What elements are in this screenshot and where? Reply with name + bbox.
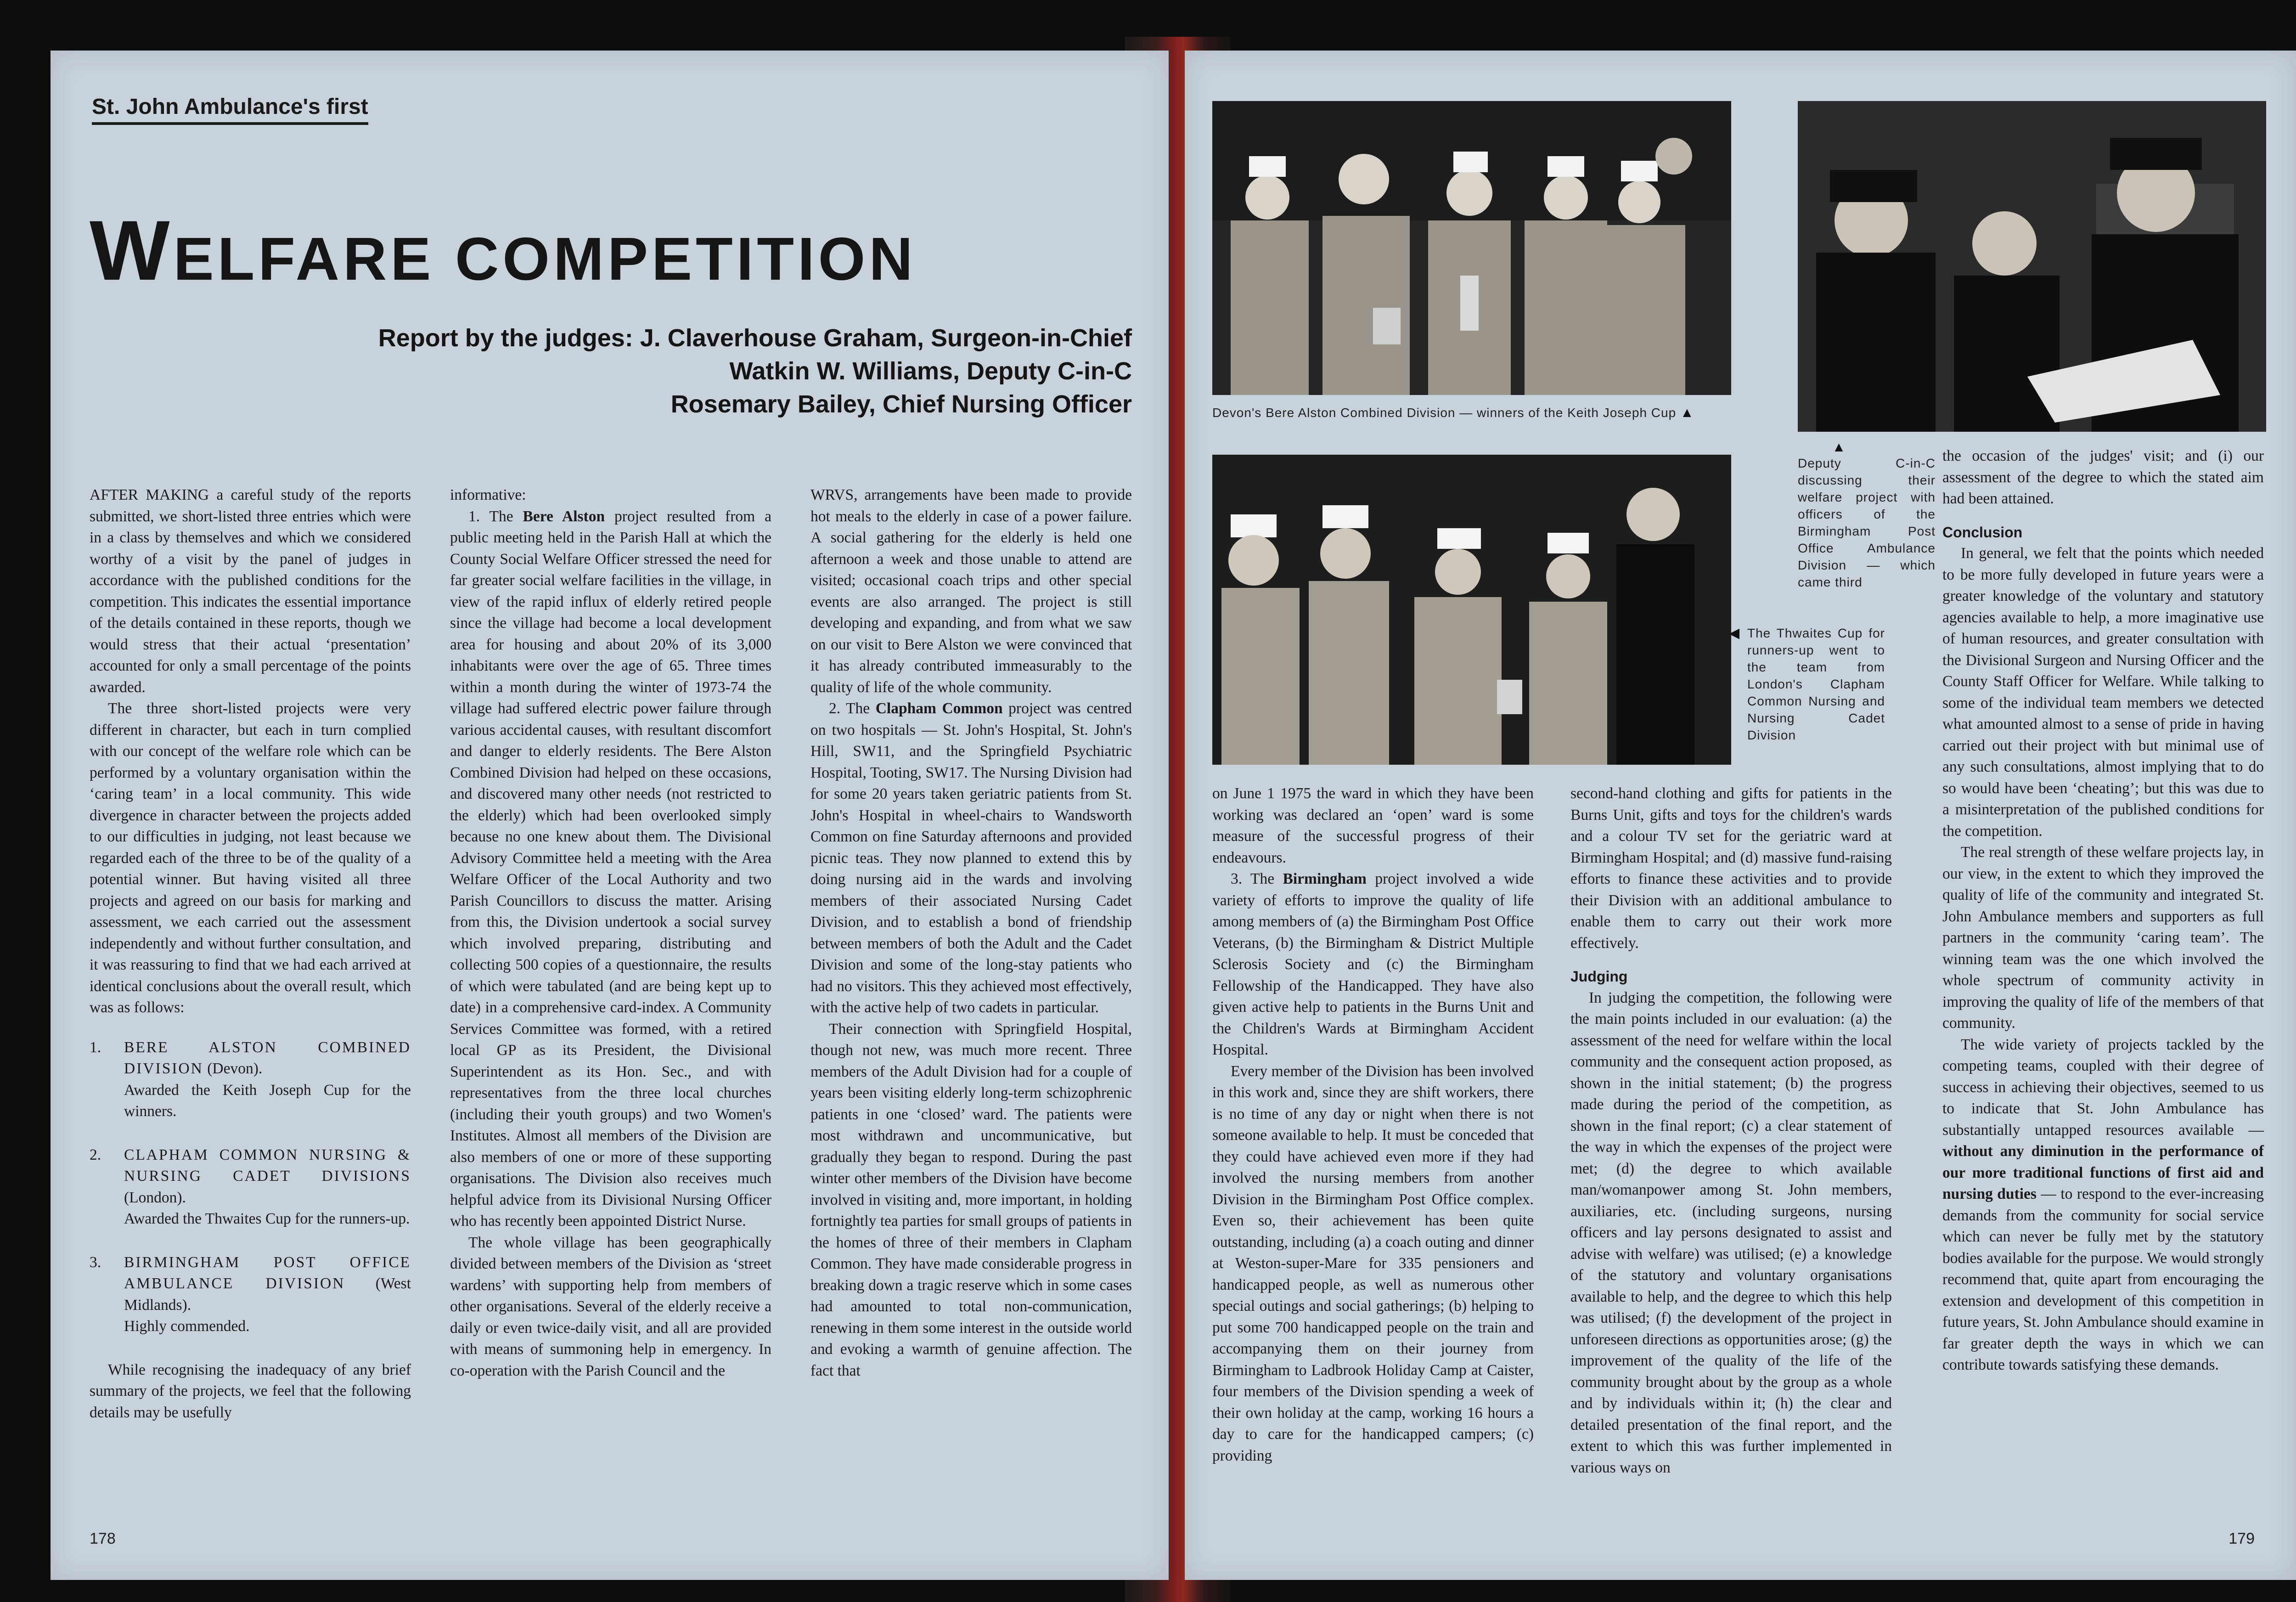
- paragraph: In general, we felt that the points which needed to be more fully developed in future years were a greater knowledge of the voluntary and statutory agencies available to help, a more imaginative use of human resources, and greater consultation with the Divisional Surgeon and Nursing Officer and the County Staff Officer for Welfare. While talking to some of the individual team members we detected what amounted almost to a sense of pride in having carried out their project with but minimal use of any such consultations, almost implying that to do so would have been ‘cheating’; but this was due to a misinterpretation of the published conditions for the competition.: [1942, 545, 2264, 840]
- paragraph: 2. The Clapham Common project was centred on two hospitals — St. John's Hospital, St. John's Hill, SW11, and the Springfield Psychiatric Hospital, Tooting, SW17. The Nursing Division had for some 20 years taken geriatric patients from St. John's Hospital in wheel-chairs to Wandsworth Common on fine Saturday afternoons and provided picnic teas. They now planned to extend this by doing nursing aid in the wards and involving members of their associated Nursing Cadet Division, and to establish a bond of friendship between members of both the Adult and the Cadet Division and some of the long-stay patients who had no visitors. This they achieved most effectively, with the active help of two cadets in particular.: [810, 700, 1132, 1016]
- kicker: St. John Ambulance's first: [92, 94, 368, 125]
- paragraph: the occasion of the judges' visit; and (i) our assessment of the degree to which the stated aim had been attained.: [1942, 447, 2264, 507]
- results-list: [90, 1037, 411, 1337]
- column-3: [810, 485, 1132, 1382]
- page-number-right: 179: [2228, 1530, 2255, 1547]
- caption-photo-1: Devon's Bere Alston Combined Division — winners of the Keith Joseph Cup ▲: [1212, 405, 1694, 420]
- triangle-left-icon: ◀: [1729, 626, 1740, 641]
- column-1: [90, 485, 411, 1423]
- column-6: [1942, 446, 2264, 1376]
- page-number-left: 178: [90, 1530, 116, 1547]
- column-4: [1212, 783, 1534, 1467]
- paragraph: Their connection with Springfield Hospital, though not new, was much more recent. Three members of the Adult Division had for a couple of years been visiting elderly long-term schizophrenic patients in one ‘closed’ ward. The patients were most withdrawn and uncommunicative, but gradually they began to respond. During the past winter other members of the Division have become involved in visiting and, more important, in holding fortnightly tea parties for small groups of patients in the homes of three of their members in Clapham Common. They have made considerable progress in breaking down a tragic reserve which in some cases had amounted to total non-communication, renewing in them some interest in the outside world and evoking a warmth of genuine affection. The fact that: [810, 1020, 1132, 1379]
- paragraph: on June 1 1975 the ward in which they have been working was declared an ‘open’ ward is some measure of the successful progress of their endeavours.: [1212, 785, 1534, 866]
- paragraph: Every member of the Division has been involved in this work and, since they are shift workers, there is no time of any day or night when there is not someone available to help. It must be conceded that they could have achieved even more if they had involved the nursing members from another Division in the Birmingham Post Office complex. Even so, their achievement has been quite outstanding, including (a) a coach outing and dinner at Weston-super-Mare for 335 pensioners and handicapped people, as well as numerous other special outings and social gatherings; (b) helping to put some 700 handicapped people on the train and accompanying them on their journey from Birmingham to Ladbrook Holiday Camp at Caister, four members of the Division spending a week of their own holiday at the camp, working 16 hours a day to care for the handicapped campers; (c) providing: [1212, 1062, 1534, 1464]
- paragraph: The whole village has been geographically divided between members of the Division as ‘street wardens’ with supporting help from members of other organisations. Several of the elderly receive a daily or even twice-daily visit, and all are provided with means of summoning help in emergency. In co-operation with the Parish Council and the: [450, 1234, 771, 1379]
- left-page: [51, 51, 1169, 1580]
- photo-bere-alston-team: [1212, 101, 1731, 395]
- list-item: 1. BERE ALSTON COMBINED DIVISION (Devon). Awarded the Keith Joseph Cup for the winners.: [90, 1038, 411, 1120]
- byline-line-1: Report by the judges: J. Claverhouse Graham, Surgeon-in-Chief: [378, 324, 1132, 352]
- section-heading-judging: Judging: [1570, 968, 1628, 985]
- triangle-up-icon: ▲: [1680, 405, 1694, 420]
- column-2: [450, 485, 771, 1382]
- caption-photo-2: Deputy C-in-C discussing their welfare project with officers of the Birmingham Post Office Ambulance Division — which came third: [1798, 456, 1936, 589]
- headline: [90, 202, 917, 299]
- paragraph: informative:: [450, 486, 526, 503]
- headline-initial: W: [90, 203, 174, 298]
- paragraph: 1. The Bere Alston project resulted from a public meeting held in the Parish Hall at which the County Social Welfare Officer stressed the need for far greater social welfare facilities in the village, in view of the rapid influx of elderly retired people since the village had become a local development area for housing and about 20% of its 3,000 inhabitants were over the age of 65. Three times within a month during the winter of 1973-74 the village had suffered electric power failure through various accidental causes, with resultant discomfort and danger to elderly residents. The Bere Alston Combined Division had helped on these occasions, and discovered many other needs (not restricted to the elderly) which had been overlooked simply because no one knew about them. The Divisional Advisory Committee held a meeting with the Area Welfare Officer of the Local Authority and two Parish Councillors to discuss the matter. Arising from this, the Division undertook a social survey which involved preparing, distributing and collecting 500 copies of a questionnaire, the results of which were tabulated (and are being kept up to date) in a comprehensive card-index. A Community Services Committee was formed, with a retired local GP as its President, the Divisional Superintendent as its Hon. Sec., and with representatives from the three local churches (including their youth groups) and two Women's Institutes. Almost all members of the Division are also members of one or more of these supporting organisations. The Division also receives much helpful advice from its Divisional Nursing Officer who has recently been appointed District Nurse.: [450, 508, 772, 1230]
- byline: [378, 322, 1132, 421]
- photo-deputy-c-in-c: [1798, 101, 2266, 432]
- paragraph: second-hand clothing and gifts for patients in the Burns Unit, gifts and toys for the children's wards and a colour TV set for the geriatric ward at Birmingham Hospital; and (d) massive fund-raising efforts to finance these activities and to provide their Division with an additional ambulance to enable them to carry out their work more effectively.: [1570, 785, 1892, 952]
- headline-rest: ELFARE COMPETITION: [173, 225, 917, 293]
- caption-photo-3: ◀ The Thwaites Cup for runners-up went to the team from London's Clapham Common Nursing and Nursing Cadet Division: [1729, 626, 1885, 742]
- list-item: 2. CLAPHAM COMMON NURSING & NURSING CADET DIVISIONS (London). Awarded the Thwaites Cup for the runners-up.: [90, 1146, 411, 1227]
- caption-arrow-2: [1798, 439, 1880, 456]
- paragraph: The three short-listed projects were very different in character, but each in turn complied with our concept of the welfare role which can be performed by a voluntary organisation within the ‘caring team’ in a local community. This wide divergence in character between the projects added to our difficulties in judging, not least because we regarded each of the three to be of the quality of a potential winner. But having visited all three projects and agreed on our basis for marking and assessment, we each carried out the assessment independently and without further consultation, and it was reassuring to find that we had each arrived at identical conclusions about the overall result, which was as follows:: [90, 700, 411, 1016]
- photo-clapham-common-team: [1212, 455, 1731, 765]
- triangle-up-icon: ▲: [1832, 440, 1846, 455]
- byline-line-2: Watkin W. Williams, Deputy C-in-C: [729, 357, 1132, 385]
- paragraph: The wide variety of projects tackled by the competing teams, coupled with their degree of success in achieving their objectives, seemed to us to indicate that St. John Ambulance has substantially untapped resources available — without any diminution in the performance of our more traditional functions of first aid and nursing duties — to respond to the ever-increasing demands from the community for social service which can never be fully met by the statutory bodies available for the purpose. We would strongly recommend that, quite apart from encouraging the extension and development of this competition in future years, St. John Ambulance should examine in far greater depth the ways in which we can contribute towards satisfying these demands.: [1942, 1036, 2264, 1373]
- paragraph: 3. The Birmingham project involved a wide variety of efforts to improve the quality of life among members of (a) the Birmingham Post Office Veterans, (b) the Birmingham & District Multiple Sclerosis Society and (c) the Birmingham Fellowship of the Handicapped. They have also given active help to patients in the Burns Unit and the Children's Wards at Birmingham Accident Hospital.: [1212, 870, 1534, 1058]
- paragraph: In judging the competition, the following were the main points included in our evaluation: (a) the assessment of the need for welfare within the local community and the consequent action proposed, as shown in the initial statement; (b) the progress made during the period of the competition, as shown in the final report; (c) a clear statement of the way in which the expenses of the project were met; (d) the degree to which available man/womanpower among St. John members, auxiliaries, etc. (including surgeons, nursing officers and lay persons designated to assist and advise with welfare) was utilised; (e) a knowledge of the statutory and voluntary organisations available to help, and the degree to which this help was utilised; (f) the development of the project in unforeseen directions as opportunities arose; (g) the improvement of the quality of the life of the community brought about by the group as a whole and by individuals within it; (h) the clear and detailed presentation of the final report, and the extent to which this was further implemented in various ways on: [1570, 989, 1892, 1476]
- paragraph: While recognising the inadequacy of any brief summary of the projects, we feel that the following details may be usefully: [90, 1361, 411, 1421]
- section-heading-conclusion: Conclusion: [1942, 524, 2023, 541]
- byline-line-3: Rosemary Bailey, Chief Nursing Officer: [670, 390, 1132, 418]
- paragraph: WRVS, arrangements have been made to provide hot meals to the elderly in case of a power failure. A social gathering for the elderly is held one afternoon a week and those unable to attend are visited; occasional coach trips and other special events are also arranged. The project is still developing and expanding, and from what we saw on our visit to Bere Alston we were convinced that it has already contributed immeasurably to the quality of life of the whole community.: [810, 486, 1132, 696]
- paragraph: AFTER MAKING a careful study of the reports submitted, we short-listed three entries which were in a class by themselves and which we considered worthy of a visit by the panel of judges in accordance with the published conditions for the competition. This indicates the essential importance of the details contained in these reports, though we would stress that their actual ‘presentation’ accounted for only a small percentage of the points awarded.: [90, 486, 411, 696]
- right-page: [1185, 51, 2296, 1580]
- paragraph: The real strength of these welfare projects lay, in our view, in the extent to which they improved the quality of life of the community and integrated St. John Ambulance members and supporters as full partners in the community ‘caring team’. The winning team was the one which involved the whole spectrum of community activity in improving the quality of life of the members of that community.: [1942, 844, 2264, 1032]
- list-item: 3. BIRMINGHAM POST OFFICE AMBULANCE DIVISION (West Midlands). Highly commended.: [90, 1253, 411, 1335]
- column-5: [1570, 783, 1892, 1478]
